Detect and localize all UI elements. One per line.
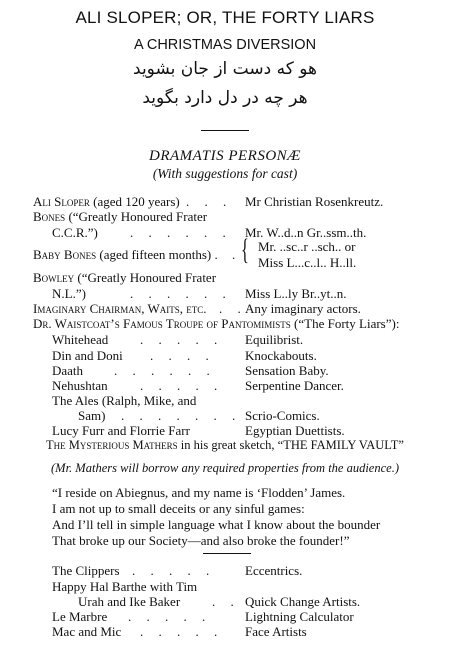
document-subtitle: A CHRISTMAS DIVERSION [133,37,317,53]
actor-name: Miss L...c..l.. H..ll. [258,255,357,270]
cast-row-imaginary-chairman: Imaginary Chairman, Waits, etc. [33,301,207,316]
section-rule [203,553,251,554]
sketch-description: in his great sketch, “THE FAMILY VAULT” [177,438,404,452]
actor-name: Mr. W..d..n Gr..ssm..th. [245,225,367,240]
role-description: (“Greatly Honoured Frater [74,270,217,285]
actor-name: Mr Christian Rosenkreutz. [245,194,384,209]
cast-row-bones [33,209,207,224]
role-name: Baby Bones [33,247,97,262]
cast-row-baby-bones [33,247,218,262]
act-description: Face Artists [245,624,307,639]
act-description: Eccentrics. [245,563,303,578]
actor-name: Miss L..ly Br..yt..n. [245,286,347,301]
leader-dots: . . . [186,194,233,209]
sketch-line [0,438,450,453]
leader-dots: . . . . . . [130,225,232,240]
troupe-member: Lucy Furr and Florrie Farr [52,423,190,438]
troupe-act: Egyptian Duettists. [245,423,345,438]
dramatis-personae-heading: DRAMATIS PERSONÆ [148,148,301,164]
header-rule [201,130,249,131]
troupe-act: Serpentine Dancer. [245,378,344,393]
troupe-act: Sensation Baby. [245,363,329,378]
verse-line: “I reside on Abiegnus, and my name is ‘Flodden’ James. [52,485,346,500]
sketch-note: (Mr. Mathers will borrow any required properties from the audience.) [51,461,399,475]
leader-dots: . . . . . [140,624,224,639]
actor-name: Any imaginary actors. [245,301,361,316]
dramatis-personae-subheading: (With suggestions for cast) [152,166,298,181]
verse-line: I am not up to small deceits or any sinful games: [52,501,305,516]
troupe-name: Dr. Waistcoat’s Famous Troupe of Pantomimists [33,316,291,331]
cast-row-ali-sloper [33,194,180,209]
act-description: Lightning Calculator [245,609,354,624]
persian-verse-line-2: هر چه در دل دارد بگوید [142,88,308,108]
role-description: (aged fifteen months) . [96,247,218,262]
verse-line: And I’ll tell in simple language what I know about the bounder [52,517,381,532]
leader-dots: . . . . . [140,332,224,347]
role-description-continued: C.C.R.”) [52,225,98,240]
leader-dots: . . . . . . [130,286,232,301]
troupe-member: The Ales (Ralph, Mike, and [52,393,197,408]
act-name: The Clippers [52,563,120,578]
role-description-continued: N.L.”) [52,286,86,301]
cast-row-bowley [33,270,216,285]
troupe-member: Nehushtan [52,378,108,393]
act-name: Mac and Mic [52,624,122,639]
leader-dots: . . . . . . [114,363,216,378]
actor-name: Mr. ..sc..r ..sch.. or [258,239,356,254]
troupe-member-continued: Sam) [78,408,106,423]
leader-dots: . . . . . [132,563,216,578]
leader-dots: . . . . [150,348,215,363]
act-name-continued: Urah and Ike Baker [78,594,181,609]
leader-dots: . . . . . [140,378,224,393]
leader-dots: . . . . . [128,609,212,624]
verse-line: That broke up our Society—and also broke the founder!” [52,533,350,548]
act-name: Le Marbre [52,609,108,624]
troupe-act: Knockabouts. [245,348,317,363]
troupe-act: Scrio-Comics. [245,408,320,423]
role-description: (“Greatly Honoured Frater [65,209,208,224]
leader-dots: . . . . . . . [121,408,242,423]
brace: { [241,233,249,266]
sketch-performer: The Mysterious Mathers [46,438,178,452]
leader-dots: . . [212,594,240,609]
role-name: Ali Sloper [33,194,90,209]
leader-dots: . [232,247,236,262]
troupe-member: Whitehead [52,332,109,347]
persian-verse-line-1: هو که دست از جان بشوید [133,59,317,79]
act-description: Quick Change Artists. [245,594,361,609]
role-description: (aged 120 years) [89,194,180,209]
role-name: Bones [33,209,66,224]
act-name: Happy Hal Barthe with Tim [52,579,198,594]
troupe-act: Equilibrist. [245,332,304,347]
troupe-subtitle: (“The Forty Liars”): [290,316,400,331]
troupe-member: Daath [52,363,84,378]
leader-dots: . . [219,301,247,316]
troupe-member: Din and Doni [52,348,123,363]
role-name: Bowley [33,270,75,285]
document-title: ALI SLOPER; OR, THE FORTY LIARS [75,8,375,27]
cast-row-troupe [33,316,399,331]
